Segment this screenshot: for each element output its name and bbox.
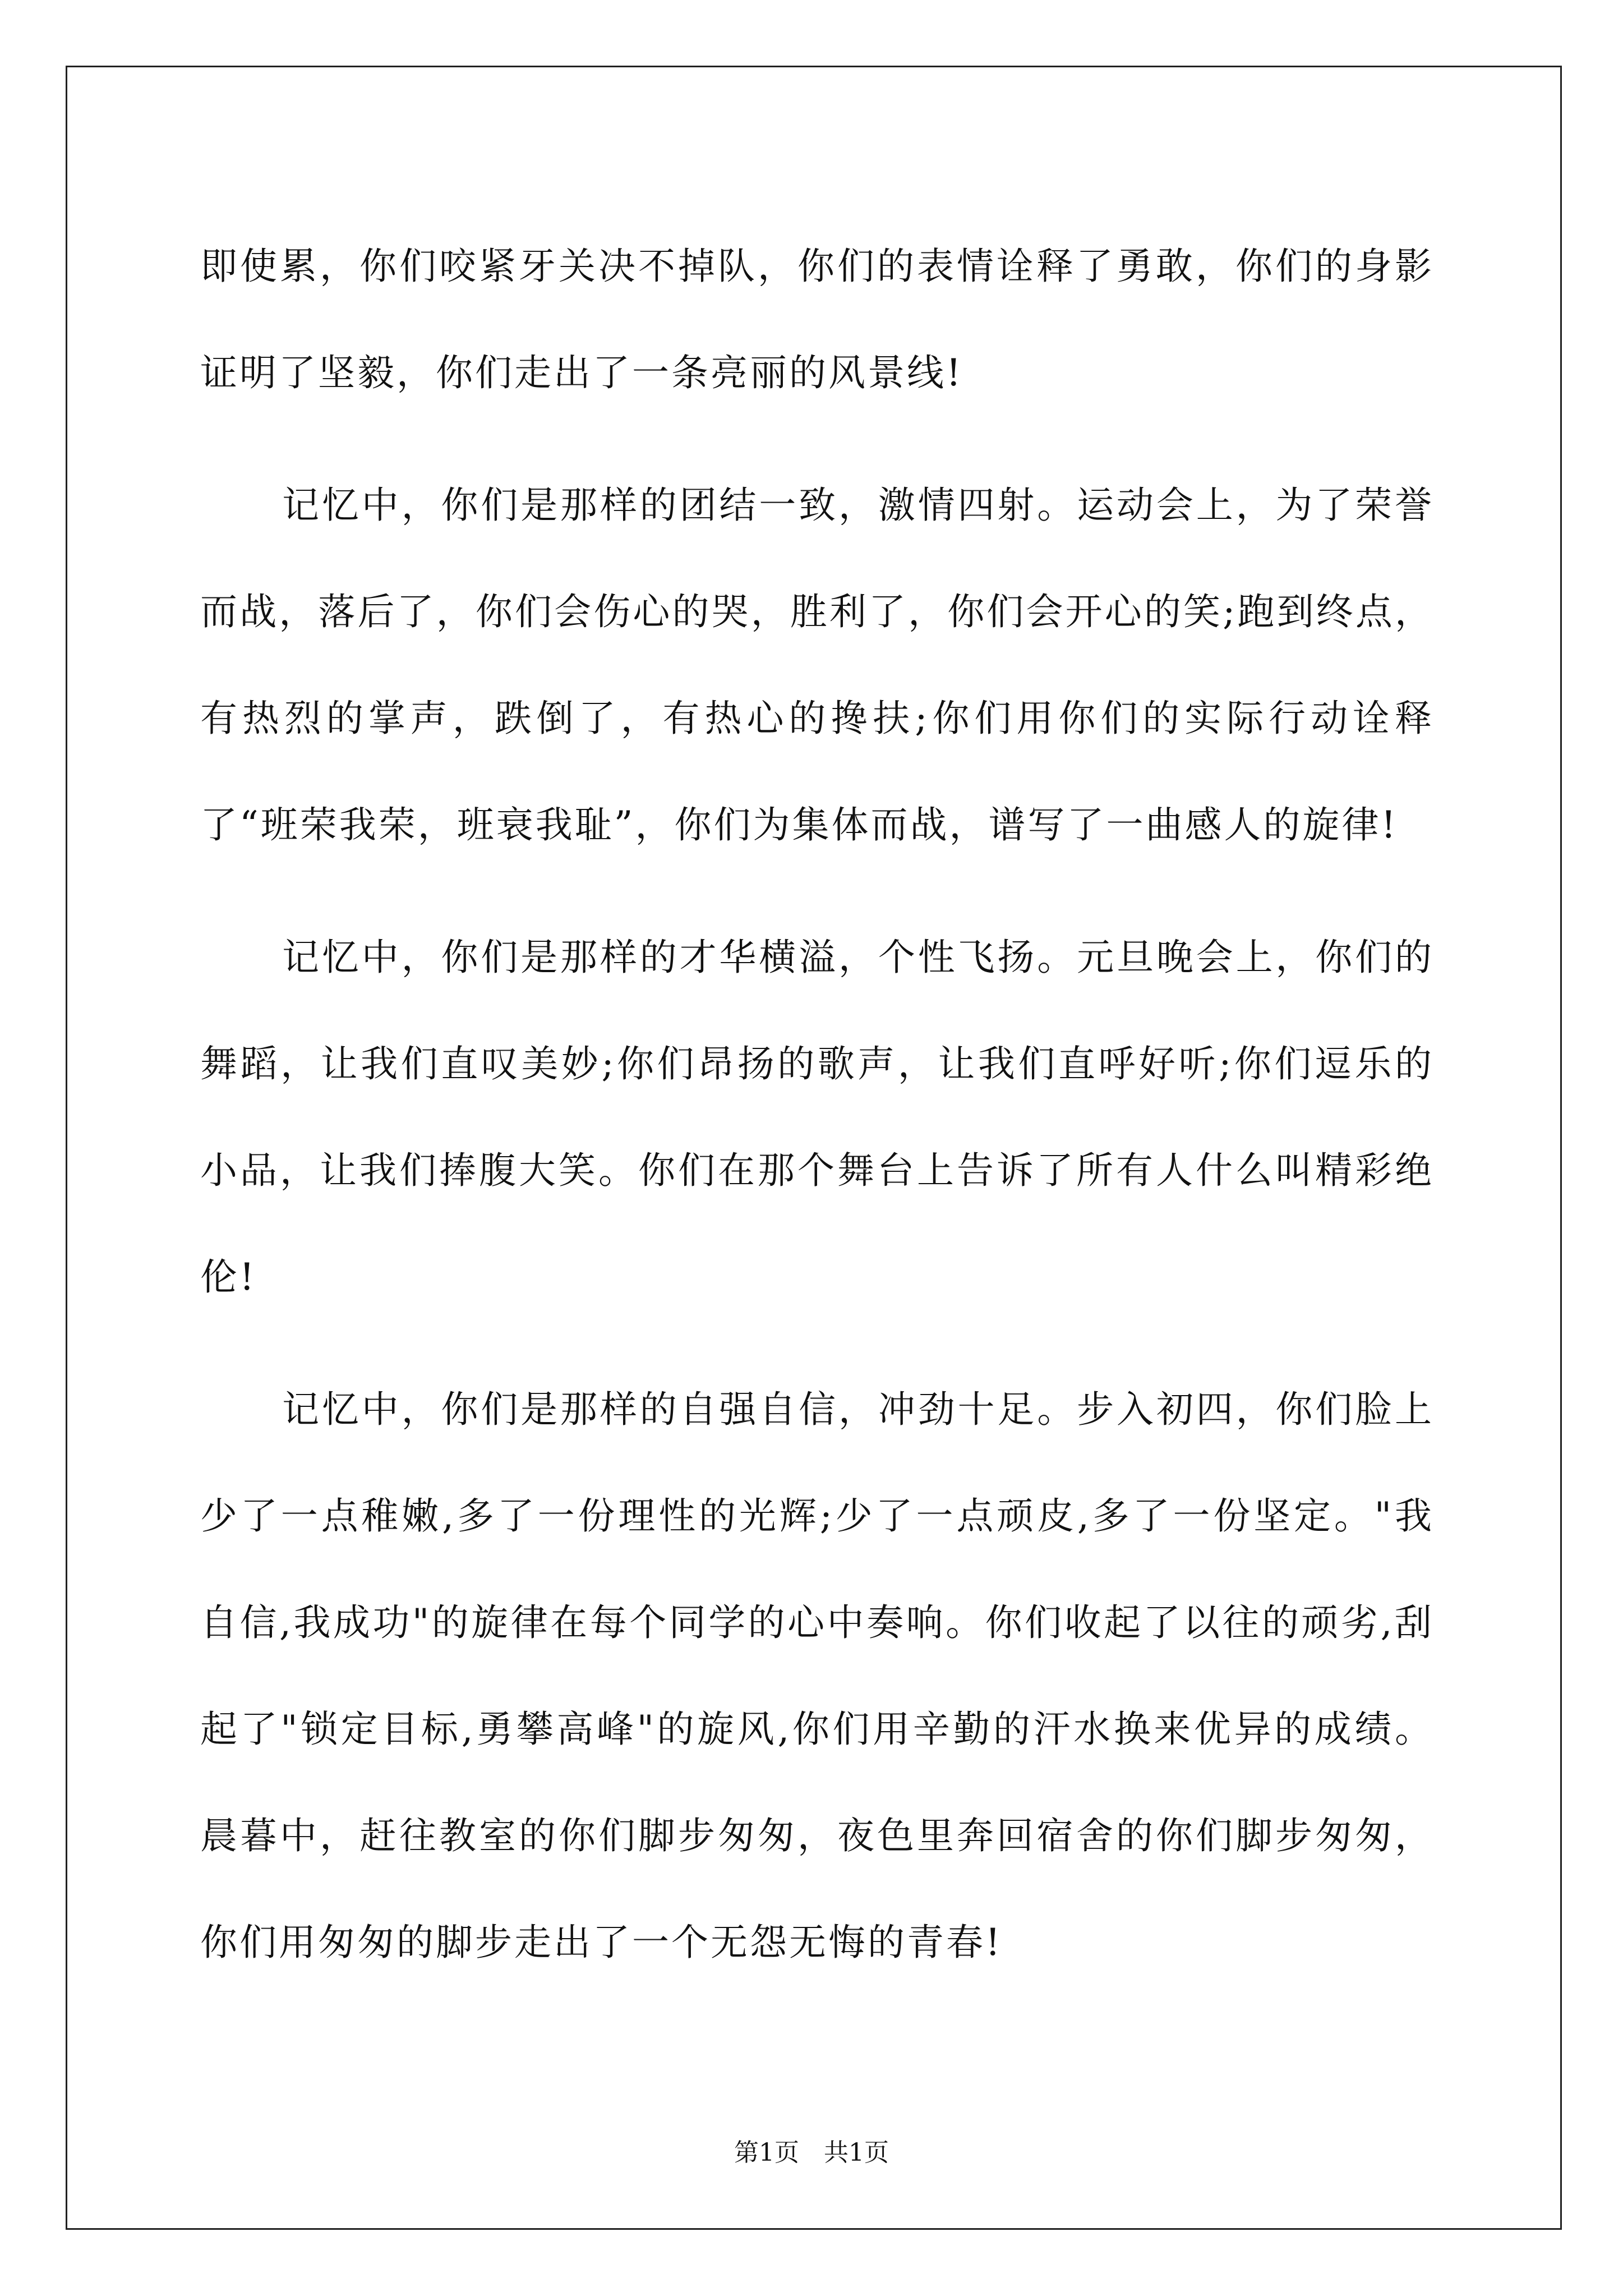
paragraph-2: 记忆中，你们是那样的团结一致，激情四射。运动会上，为了荣誉而战，落后了，你们会伤心的哭，胜利了，你们会开心的笑;跑到终点，有热烈的掌声，跌倒了，有热心的搀扶;你们用你们的实际行动诠释了“班荣我荣，班衰我耻”，你们为集体而战，谱写了一曲感人的旋律! (200, 484, 1434, 846)
page-footer (0, 2136, 1623, 2170)
page-total: 共1页 (824, 2138, 889, 2167)
paragraph-4: 记忆中，你们是那样的自强自信，冲劲十足。步入初四，你们脸上少了一点稚嫩,多了一份理性的光辉;少了一点顽皮,多了一份坚定。"我自信,我成功"的旋律在每个同学的心中奏响。你们收起了以往的顽劣,刮起了"锁定目标,勇攀高峰"的旋风,你们用辛勤的汗水换来优异的成绩。晨暮中，赶往教室的你们脚步匆匆，夜色里奔回宿舍的你们脚步匆匆，你们用匆匆的脚步走出了一个无怨无悔的青春! (200, 1388, 1434, 1964)
page-number: 第1页 (734, 2138, 799, 2167)
document-body (200, 213, 1434, 2022)
paragraph-3: 记忆中，你们是那样的才华横溢，个性飞扬。元旦晚会上，你们的舞蹈，让我们直叹美妙;你们昂扬的歌声，让我们直呼好听;你们逗乐的小品，让我们捧腹大笑。你们在那个舞台上告诉了所有人什么叫精彩绝伦! (200, 936, 1434, 1299)
paragraph-1: 即使累，你们咬紧牙关决不掉队，你们的表情诠释了勇敢，你们的身影证明了坚毅，你们走出了一条亮丽的风景线! (200, 245, 1434, 394)
